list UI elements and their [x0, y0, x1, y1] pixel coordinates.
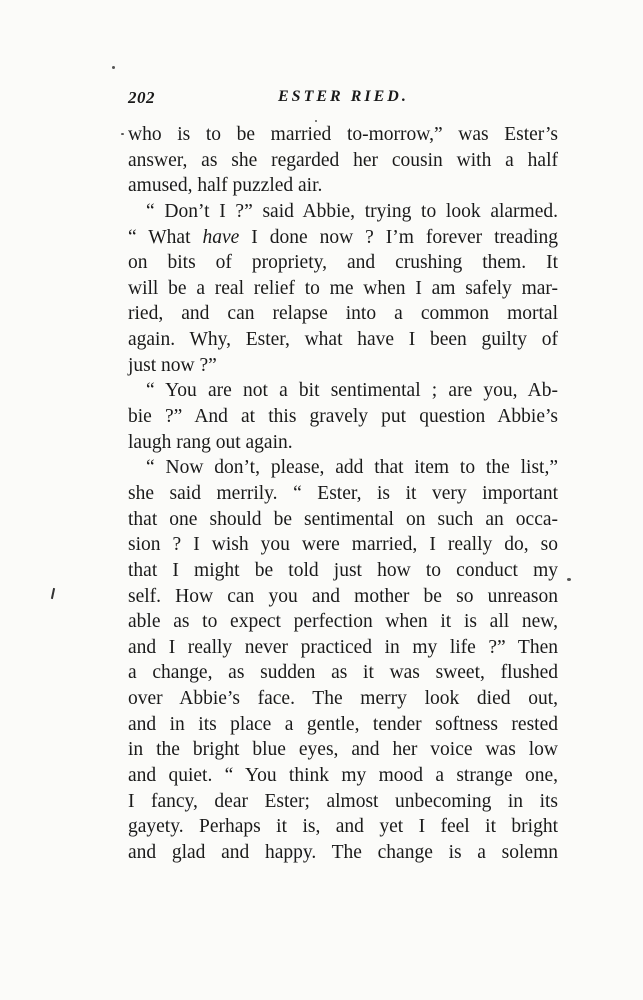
text-line: “ Don’t I ?” said Abbie, trying to look alarmed. [146, 200, 558, 222]
text-line: that I might be told just how to conduct my [128, 559, 558, 581]
text-line: and quiet. “ You think my mood a strange one, [128, 765, 558, 787]
text-line: sion ? I wish you were married, I really do, so [128, 534, 558, 556]
text-line: a change, as sudden as it was sweet, flushed [128, 662, 558, 684]
text-line: laugh rang out again. [128, 431, 293, 453]
text-line: bie ?” And at this gravely put question Abbie’s [128, 406, 558, 428]
text-line: just now ?” [128, 354, 217, 376]
text-line: I fancy, dear Ester; almost unbecoming in its [128, 790, 558, 812]
text-line: ried, and can relapse into a common mortal [128, 303, 558, 325]
ink-speck [315, 120, 317, 122]
text-line: gayety. Perhaps it is, and yet I feel it bright [128, 816, 558, 838]
body-text [128, 122, 558, 866]
ink-speck [121, 133, 124, 135]
text-line: answer, as she regarded her cousin with a half [128, 149, 558, 171]
text-line: in the bright blue eyes, and her voice was low [128, 739, 558, 761]
text-line: who is to be married to-morrow,” was Ester’s [128, 124, 558, 145]
page-number: 202 [128, 88, 155, 107]
text-line: will be a real relief to me when I am safely mar- [128, 277, 558, 299]
text-line: able as to expect perfection when it is all new, [128, 611, 558, 633]
text-line: “ What have I done now ? I’m forever treading [128, 226, 558, 248]
text-line: and I really never practiced in my life ?” Then [128, 636, 558, 658]
text-line: “ Now don’t, please, add that item to the list,” [146, 457, 558, 479]
text-line: and in its place a gentle, tender softness rested [128, 713, 558, 735]
text-line: on bits of propriety, and crushing them. It [128, 252, 558, 274]
text-line: “ You are not a bit sentimental ; are you, Ab- [146, 380, 558, 402]
text-line: again. Why, Ester, what have I been guilty of [128, 329, 558, 351]
ink-speck [112, 66, 115, 69]
text-line: amused, half puzzled air. [128, 175, 323, 197]
margin-mark [51, 588, 55, 599]
page-header [128, 88, 558, 112]
text-line: she said merrily. “ Ester, is it very important [128, 482, 558, 504]
text-line: over Abbie’s face. The merry look died out, [128, 688, 558, 710]
running-head: ESTER RIED. [278, 88, 409, 105]
ink-speck [567, 578, 571, 581]
text-line: self. How can you and mother be so unreason [128, 585, 558, 607]
text-line: and glad and happy. The change is a solemn [128, 841, 558, 863]
text-line: that one should be sentimental on such an occa- [128, 508, 558, 530]
